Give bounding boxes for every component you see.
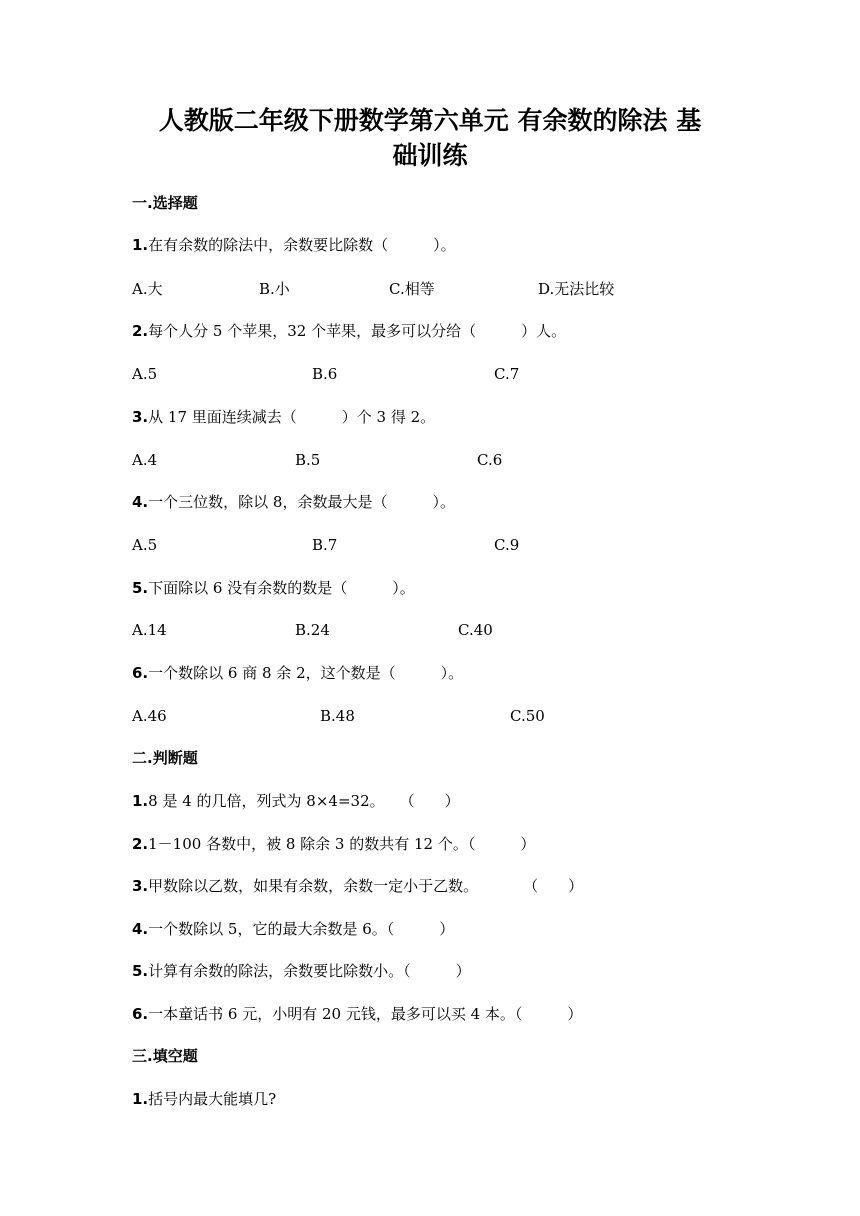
- question-text: 1－100 各数中，被 8 除余 3 的数共有 12 个。（ ）: [148, 835, 536, 853]
- question-text: 一个三位数，除以 8，余数最大是（ ）。: [148, 493, 455, 511]
- question-number: 5.: [132, 962, 149, 980]
- section-heading-fill-blank: 三.填空题: [132, 1047, 198, 1065]
- option: D.无法比较: [538, 280, 615, 298]
- option: C.9: [494, 536, 520, 554]
- question: [132, 791, 460, 811]
- question-text: 每个人分 5 个苹果，32 个苹果，最多可以分给（ ）人。: [148, 322, 567, 340]
- question: [132, 961, 471, 981]
- option: A.5: [132, 365, 158, 383]
- question: [132, 1089, 276, 1109]
- question-number: 2.: [132, 322, 149, 340]
- question-number: 2.: [132, 835, 149, 853]
- question: [132, 834, 535, 854]
- question: [132, 663, 463, 683]
- option: A.4: [132, 451, 158, 469]
- question-text: 一本童话书 6 元，小明有 20 元钱，最多可以买 4 本。（ ）: [148, 1005, 583, 1023]
- question-text: 从 17 里面连续减去（ ）个 3 得 2。: [148, 408, 436, 426]
- question-number: 1.: [132, 792, 149, 810]
- option: C.40: [458, 621, 493, 639]
- question-text: 计算有余数的除法，余数要比除数小。（ ）: [148, 962, 471, 980]
- option: B.6: [312, 365, 338, 383]
- question: [132, 407, 435, 427]
- option: A.5: [132, 536, 158, 554]
- option: B.5: [295, 451, 321, 469]
- question: [132, 578, 415, 598]
- question-number: 4.: [132, 493, 149, 511]
- option: A.14: [132, 621, 167, 639]
- question-number: 5.: [132, 579, 149, 597]
- question: [132, 1004, 582, 1024]
- option: C.6: [477, 451, 503, 469]
- option: B.24: [295, 621, 330, 639]
- question: [132, 321, 566, 341]
- section-heading-true-false: 二.判断题: [132, 749, 198, 767]
- question-text: 一个数除以 6 商 8 余 2，这个数是（ ）。: [148, 664, 464, 682]
- question-text: 甲数除以乙数，如果有余数，余数一定小于乙数。 （ ）: [148, 877, 584, 895]
- option: B.48: [320, 707, 355, 725]
- option: C.相等: [389, 280, 435, 298]
- question: [132, 235, 456, 255]
- question-text: 一个数除以 5，它的最大余数是 6。（ ）: [148, 920, 455, 938]
- page-title-line-1: 人教版二年级下册数学第六单元 有余数的除法 基: [158, 106, 702, 135]
- option: A.大: [132, 280, 163, 298]
- question-number: 3.: [132, 408, 149, 426]
- section-heading-choice: 一.选择题: [132, 194, 198, 212]
- question-text: 8 是 4 的几倍，列式为 8×4=32。 （ ）: [148, 792, 460, 810]
- question-number: 6.: [132, 1005, 149, 1023]
- question-number: 6.: [132, 664, 149, 682]
- question-text: 下面除以 6 没有余数的数是（ ）。: [148, 579, 415, 597]
- question-text: 括号内最大能填几?: [148, 1090, 277, 1108]
- option: A.46: [132, 707, 167, 725]
- question-number: 4.: [132, 920, 149, 938]
- page-title-line-2: 础训练: [392, 141, 468, 170]
- option: B.7: [312, 536, 338, 554]
- question-number: 1.: [132, 1090, 149, 1108]
- question-text: 在有余数的除法中，余数要比除数（ ）。: [148, 236, 456, 254]
- question: [132, 492, 455, 512]
- question-number: 3.: [132, 877, 149, 895]
- question-number: 1.: [132, 236, 149, 254]
- option: C.50: [510, 707, 545, 725]
- option: C.7: [494, 365, 520, 383]
- question: [132, 876, 583, 896]
- question: [132, 919, 454, 939]
- option: B.小: [259, 280, 290, 298]
